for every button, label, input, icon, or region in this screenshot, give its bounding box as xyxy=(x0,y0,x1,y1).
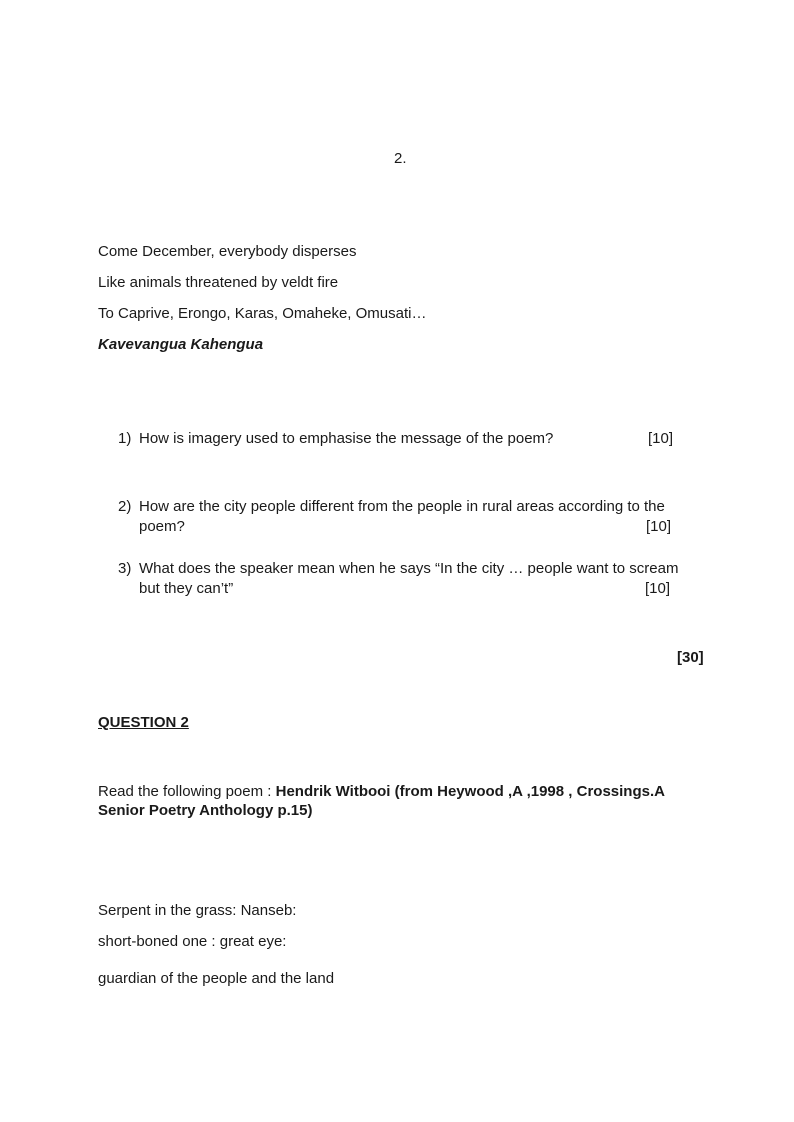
question-marks: [10] xyxy=(646,518,672,535)
intro-text: Read the following poem : xyxy=(98,783,276,800)
question-number: 2) xyxy=(118,498,132,515)
question-text-cont: poem? xyxy=(139,518,185,535)
total-marks: [30] xyxy=(677,649,704,666)
question-marks: [10] xyxy=(648,430,674,447)
question-marks: [10] xyxy=(645,580,671,597)
question-text: What does the speaker mean when he says “In the city … people want to scream xyxy=(139,560,679,577)
question-text: How is imagery used to emphasise the message of the poem? xyxy=(139,430,554,447)
page-number: 2. xyxy=(394,150,407,167)
poem-intro xyxy=(98,782,665,801)
section-heading: QUESTION 2 xyxy=(98,714,189,731)
question-number: 1) xyxy=(118,430,132,447)
poem-line: Serpent in the grass: Nanseb: xyxy=(98,902,297,919)
question-number: 3) xyxy=(118,560,132,577)
poem-source-cont: Senior Poetry Anthology p.15) xyxy=(98,802,313,819)
poem-line: guardian of the people and the land xyxy=(98,970,335,987)
question-text: How are the city people different from the people in rural areas according to the xyxy=(139,498,665,515)
poem-line: Like animals threatened by veldt fire xyxy=(98,274,339,291)
poem-line: To Caprive, Erongo, Karas, Omaheke, Omusati… xyxy=(98,305,427,322)
poem-line: short-boned one : great eye: xyxy=(98,933,287,950)
poem-author: Kavevangua Kahengua xyxy=(98,336,264,353)
poem-source: Hendrik Witbooi (from Heywood ,A ,1998 , Crossings.A xyxy=(275,783,665,800)
question-text-cont: but they can’t” xyxy=(139,580,234,597)
poem-line: Come December, everybody disperses xyxy=(98,243,357,260)
